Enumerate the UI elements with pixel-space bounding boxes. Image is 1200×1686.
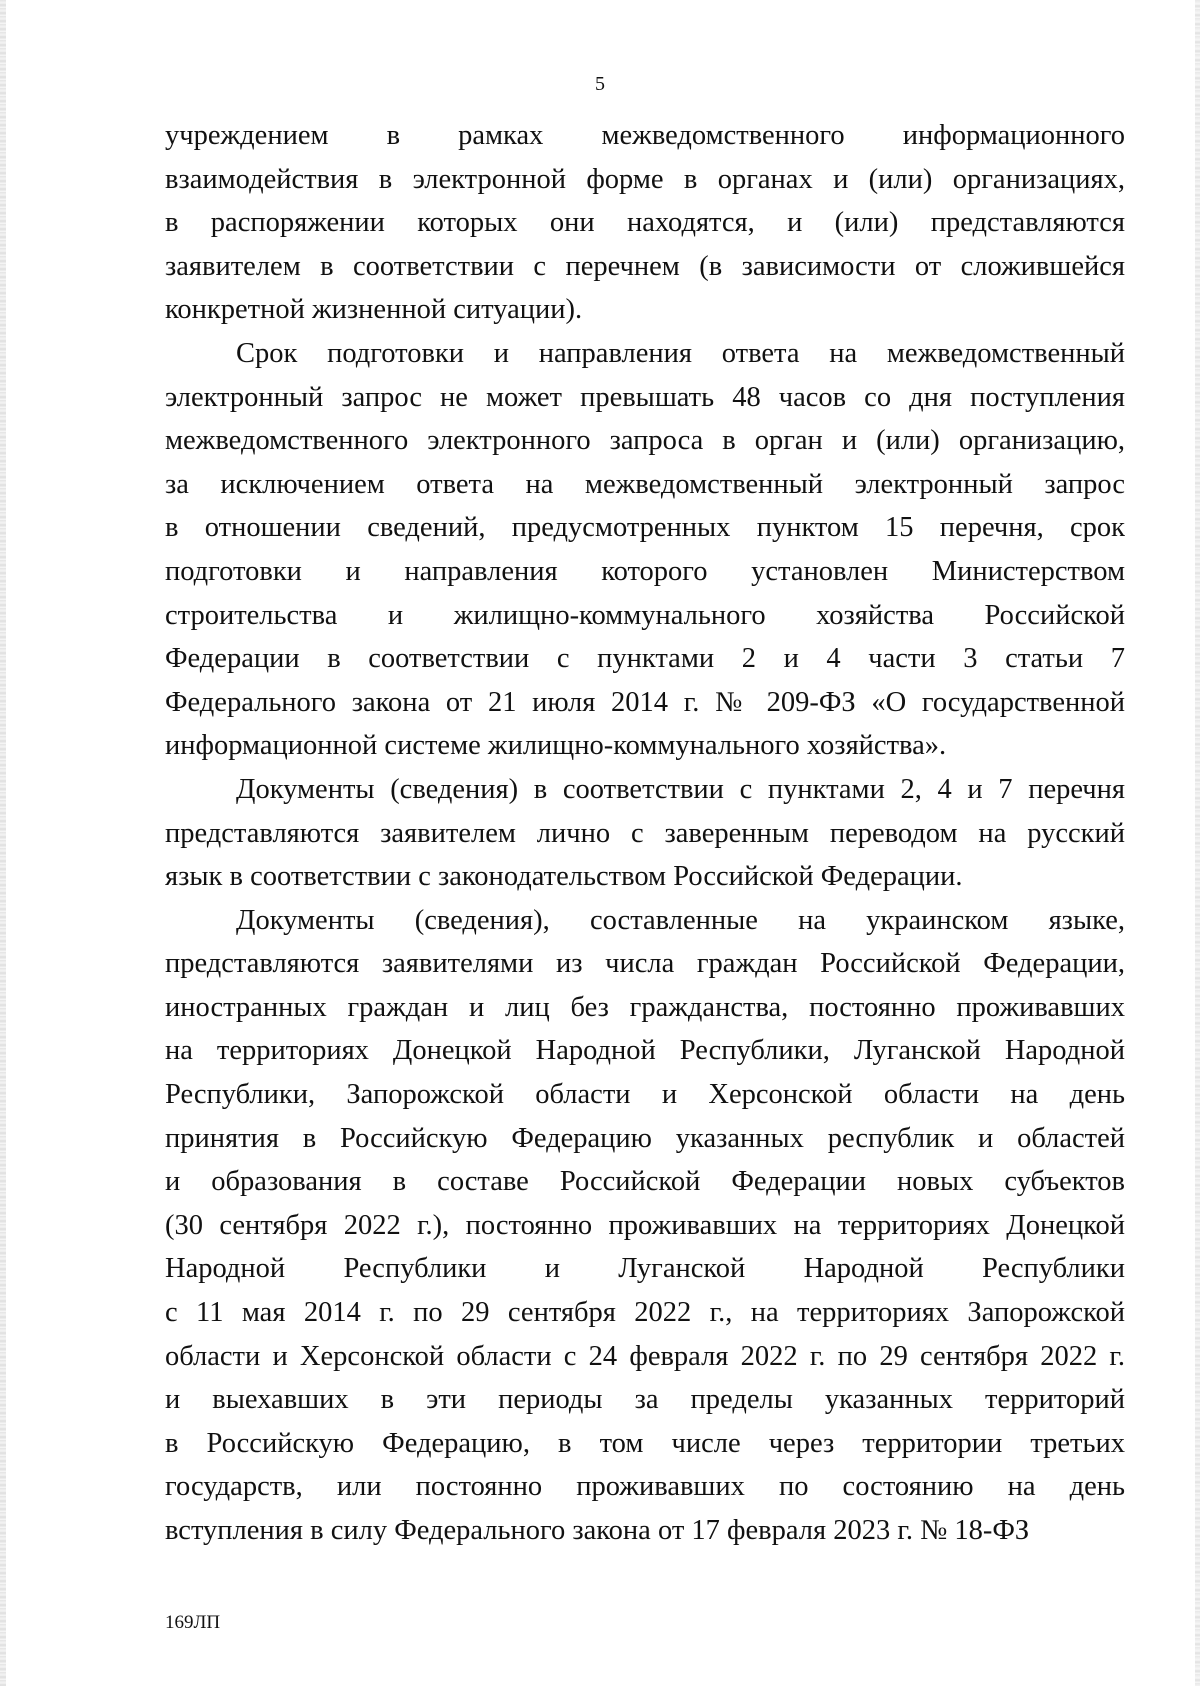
text-line: Документы (сведения), составленные на украинском языке, xyxy=(236,904,1125,936)
text-line: в отношении сведений, предусмотренных пунктом 15 перечня, срок xyxy=(165,512,1125,544)
paragraph xyxy=(165,332,1125,768)
text-line: в распоряжении которых они находятся, и (или) представляются xyxy=(165,207,1125,239)
text-line: иностранных граждан и лиц без гражданства, постоянно проживавших xyxy=(165,991,1125,1023)
page-number: 5 xyxy=(595,73,605,95)
text-line: Республики, Запорожской области и Херсонской области на день xyxy=(165,1079,1125,1111)
text-line: язык в соответствии с законодательством Российской Федерации. xyxy=(165,861,963,893)
text-line: принятия в Российскую Федерацию указанных республик и областей xyxy=(165,1122,1125,1154)
text-line: конкретной жизненной ситуации). xyxy=(165,294,583,326)
paragraph xyxy=(165,768,1125,899)
text-line: подготовки и направления которого установлен Министерством xyxy=(165,555,1125,587)
text-line: Федерации в соответствии с пунктами 2 и 4 части 3 статьи 7 xyxy=(165,643,1125,675)
text-line: и образования в составе Российской Федерации новых субъектов xyxy=(165,1166,1125,1198)
text-line: государств, или постоянно проживавших по состоянию на день xyxy=(165,1471,1125,1503)
text-line: в Российскую Федерацию, в том числе через территории третьих xyxy=(165,1427,1125,1459)
text-line: вступления в силу Федерального закона от 17 февраля 2023 г. № 18-ФЗ xyxy=(165,1515,1030,1546)
text-line: заявителем в соответствии с перечнем (в зависимости от сложившейся xyxy=(165,250,1125,282)
text-line: межведомственного электронного запроса в орган и (или) организацию, xyxy=(165,425,1125,457)
text-line: взаимодействия в электронной форме в органах и (или) организациях, xyxy=(165,163,1125,195)
text-line: информационной системе жилищно-коммунального хозяйства». xyxy=(165,730,947,762)
text-line: Федерального закона от 21 июля 2014 г. № 209-ФЗ «О государственной xyxy=(165,686,1125,718)
text-line: электронный запрос не может превышать 48 часов со дня поступления xyxy=(165,381,1125,413)
text-line: области и Херсонской области с 24 февраля 2022 г. по 29 сентября 2022 г. xyxy=(165,1340,1125,1372)
text-line: с 11 мая 2014 г. по 29 сентября 2022 г., на территориях Запорожской xyxy=(165,1297,1125,1329)
text-line: Народной Республики и Луганской Народной Республики xyxy=(165,1253,1125,1285)
scan-edge-left xyxy=(0,0,6,1686)
text-line: на территориях Донецкой Народной Республики, Луганской Народной xyxy=(165,1035,1125,1067)
scan-edge-right xyxy=(1195,0,1200,1686)
text-line: учреждением в рамках межведомственного информационного xyxy=(165,120,1125,151)
text-line: представляются заявителями из числа граждан Российской Федерации, xyxy=(165,948,1125,980)
text-line: Документы (сведения) в соответствии с пунктами 2, 4 и 7 перечня xyxy=(236,773,1125,805)
text-line: и выехавших в эти периоды за пределы указанных территорий xyxy=(165,1384,1125,1416)
text-line: представляются заявителем лично с заверенным переводом на русский xyxy=(165,817,1125,849)
text-line: (30 сентября 2022 г.), постоянно проживавших на территориях Донецкой xyxy=(165,1209,1125,1241)
footer-document-code: 169ЛП xyxy=(165,1612,221,1633)
paragraph xyxy=(165,114,1125,332)
paragraph xyxy=(165,899,1125,1553)
text-line: за исключением ответа на межведомственный электронный запрос xyxy=(165,468,1125,500)
body-text xyxy=(165,114,1125,1553)
text-line: строительства и жилищно-коммунального хозяйства Российской xyxy=(165,599,1125,631)
text-line: Срок подготовки и направления ответа на межведомственный xyxy=(236,337,1125,369)
